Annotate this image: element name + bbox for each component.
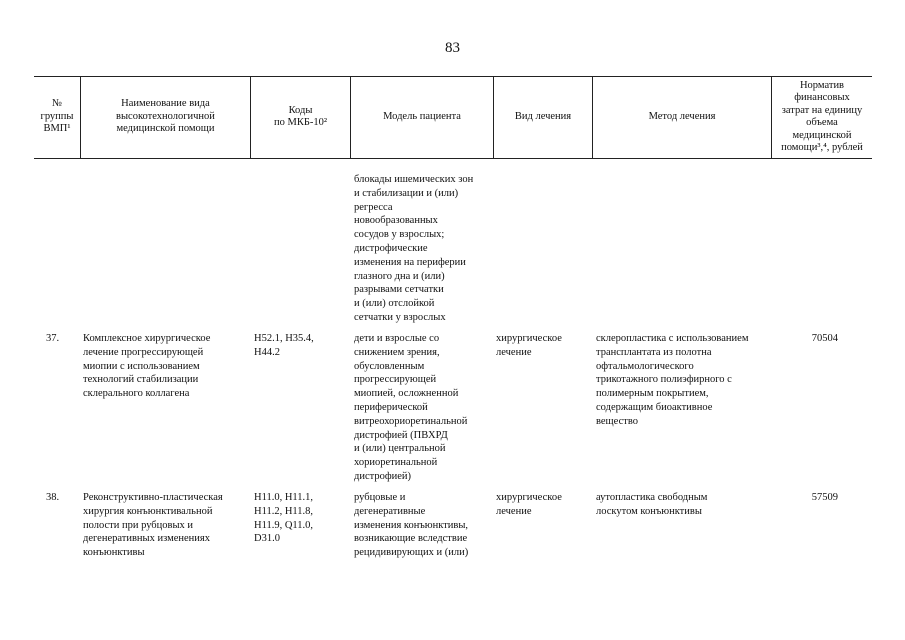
header-method-text: Метод лечения <box>648 110 716 122</box>
header-norm-text: Норматив финансовых затрат на единицу объема медицинской помощи³,⁴, рублей <box>781 79 863 153</box>
header-bottom-rule <box>34 158 872 159</box>
row-type: хирургическое лечение <box>496 492 562 517</box>
row-method: аутопластика свободным лоскутом конъюнктивы <box>596 492 708 517</box>
header-type <box>494 76 592 158</box>
header-codes-text: Коды по МКБ-10² <box>273 104 327 128</box>
header-norm <box>772 76 872 158</box>
header-codes <box>251 76 350 158</box>
header-name <box>81 76 250 158</box>
header-group-number <box>34 76 80 158</box>
row-norm: 57509 <box>811 492 838 503</box>
header-group-number-text: № группы ВМП¹ <box>40 98 74 135</box>
row-codes: H52.1, H35.4, H44.2 <box>254 333 314 358</box>
row-name: Комплексное хирургическое лечение прогрессирующей миопии с использованием технологий стабилизации склерального коллагена <box>83 333 211 400</box>
header-name-text: Наименование вида высокотехнологичной медицинской помощи <box>116 98 215 135</box>
row-codes: H11.0, H11.1, H11.2, H11.8, H11.9, Q11.0, D31.0 <box>254 492 314 545</box>
row-model: дети и взрослые со снижением зрения, обусловленным прогрессирующей миопией, осложненной периферической витреохориоретинальной дистрофией (ПВХРД и (или) центральной хориоретинальной дистрофией) <box>354 333 468 482</box>
header-method <box>593 76 771 158</box>
header-model-text: Модель пациента <box>383 110 461 122</box>
row-type: хирургическое лечение <box>496 333 562 358</box>
continuation-model: блокады ишемических зон и стабилизации и (или) регресса новообразованных сосудов у взрослых; дистрофические изменения на периферии глазного дна и (или) разрывами сетчатки и (или) отслойкой сетчатки у взрослых <box>354 174 474 323</box>
row-number: 38. <box>46 492 60 503</box>
header-type-text: Вид лечения <box>514 110 572 122</box>
row-model: рубцовые и дегенеративные изменения конъюнктивы, возникающие вследствие рецидивирующих и (или) <box>354 492 469 559</box>
row-method: склеропластика с использованием трансплантата из полотна офтальмологического трикотажного полиэфирного с полимерным покрытием, содержащим биоактивное вещество <box>596 333 749 427</box>
row-name: Реконструктивно-пластическая хирургия конъюнктивальной полости при рубцовых и дегенеративных изменениях конъюнктивы <box>83 492 223 559</box>
row-number: 37. <box>46 333 60 344</box>
header-model <box>351 76 493 158</box>
row-norm: 70504 <box>811 333 838 344</box>
page-number: 83 <box>445 40 460 56</box>
